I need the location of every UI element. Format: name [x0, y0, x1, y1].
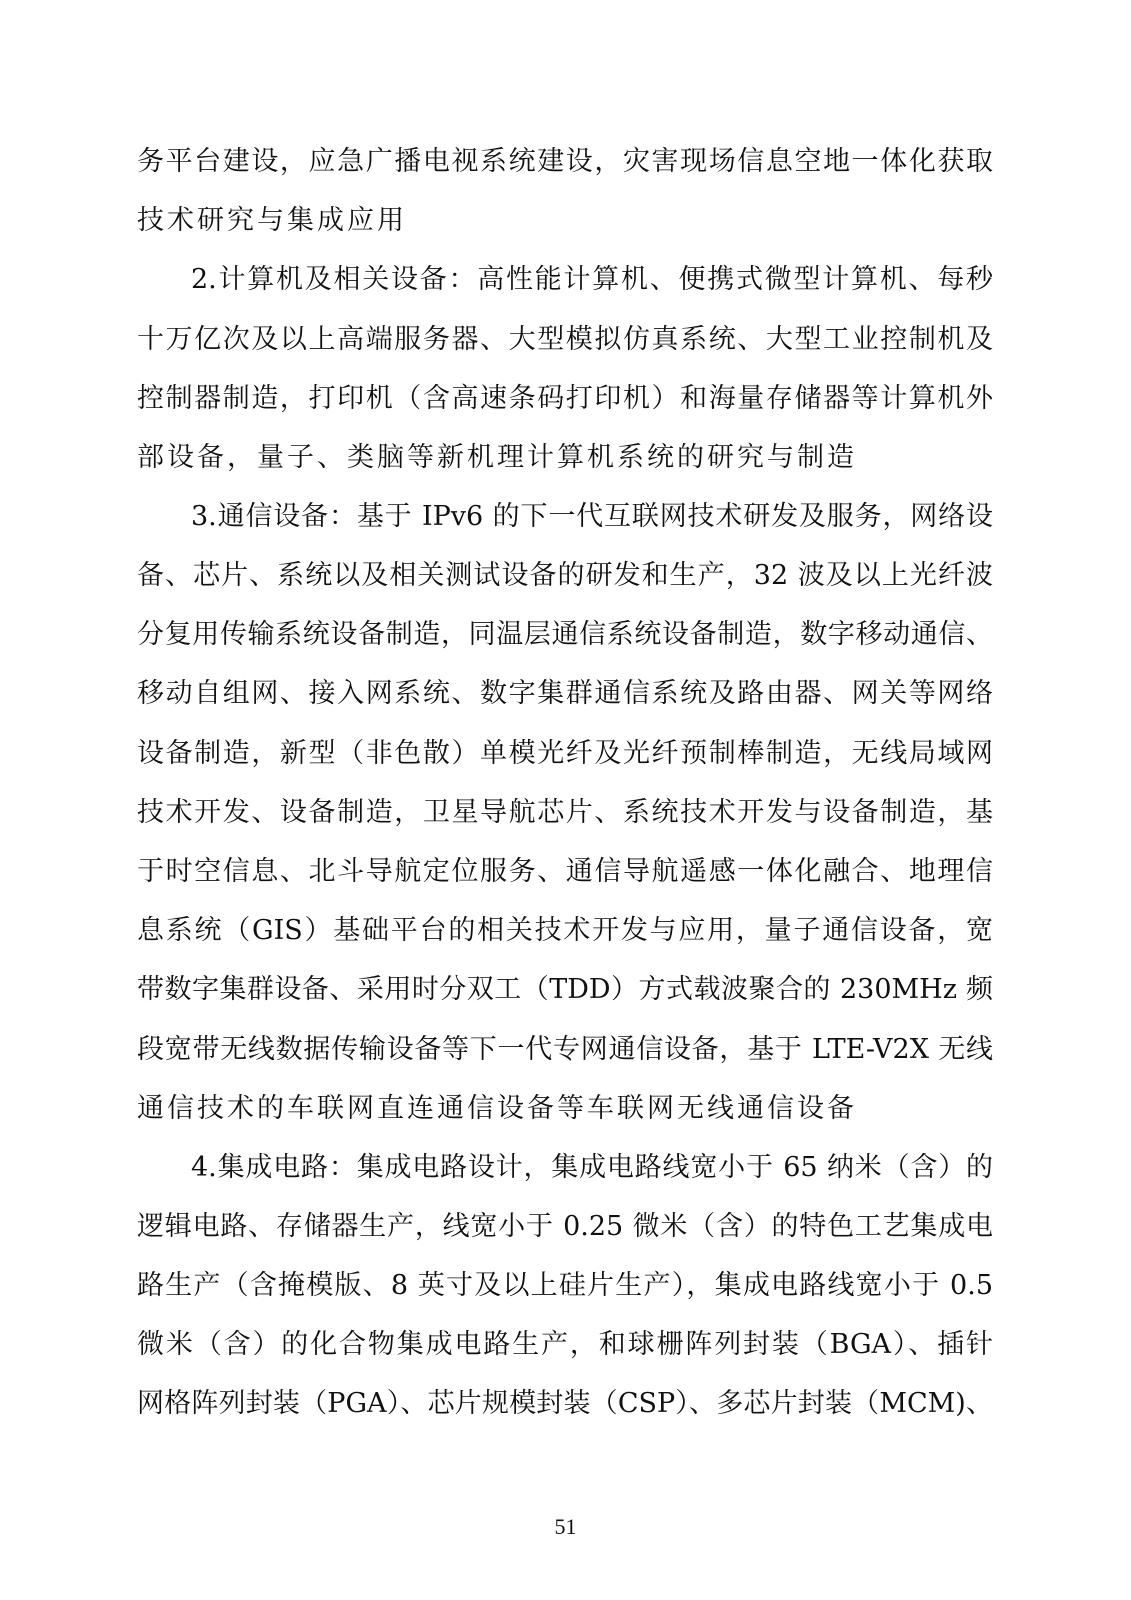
paragraph-start-line: 3.通信设备：基于 IPv6 的下一代互联网技术研发及服务，网络设	[191, 501, 993, 532]
paragraph-start-line: 2.计算机及相关设备：高性能计算机、便携式微型计算机、每秒	[191, 264, 993, 295]
paragraph-start-line: 4.集成电路：集成电路设计，集成电路线宽小于 65 纳米（含）的	[191, 1152, 993, 1183]
text-line: 控制器制造，打印机（含高速条码打印机）和海量存储器等计算机外	[137, 383, 993, 414]
text-line: 带数字集群设备、采用时分双工（TDD）方式载波聚合的 230MHz 频	[137, 974, 993, 1005]
text-line: 务平台建设，应急广播电视系统建设，灾害现场信息空地一体化获取	[137, 146, 993, 177]
text-line: 于时空信息、北斗导航定位服务、通信导航遥感一体化融合、地理信	[137, 856, 993, 887]
text-line: 十万亿次及以上高端服务器、大型模拟仿真系统、大型工业控制机及	[137, 324, 993, 355]
text-line: 分复用传输系统设备制造，同温层通信系统设备制造，数字移动通信、	[137, 619, 993, 650]
page-number: 51	[554, 1514, 577, 1539]
text-line: 移动自组网、接入网系统、数字集群通信系统及路由器、网关等网络	[137, 678, 993, 709]
text-line: 通信技术的车联网直连通信设备等车联网无线通信设备	[137, 1093, 857, 1124]
text-line: 息系统（GIS）基础平台的相关技术开发与应用，量子通信设备，宽	[137, 915, 993, 946]
text-line: 部设备，量子、类脑等新机理计算机系统的研究与制造	[137, 442, 857, 473]
text-line: 技术研究与集成应用	[137, 205, 407, 236]
text-line: 段宽带无线数据传输设备等下一代专网通信设备，基于 LTE-V2X 无线	[137, 1034, 993, 1065]
text-line: 网格阵列封装（PGA）、芯片规模封装（CSP）、多芯片封装（MCM)、	[137, 1388, 993, 1419]
text-line: 技术开发、设备制造，卫星导航芯片、系统技术开发与设备制造，基	[137, 797, 993, 828]
text-line: 设备制造，新型（非色散）单模光纤及光纤预制棒制造，无线局域网	[137, 738, 993, 769]
text-line: 备、芯片、系统以及相关测试设备的研发和生产，32 波及以上光纤波	[137, 560, 993, 591]
text-line: 微米（含）的化合物集成电路生产，和球栅阵列封装（BGA）、插针	[137, 1329, 993, 1360]
text-line: 路生产（含掩模版、8 英寸及以上硅片生产），集成电路线宽小于 0.5	[137, 1270, 993, 1301]
text-line: 逻辑电路、存储器生产，线宽小于 0.25 微米（含）的特色工艺集成电	[137, 1211, 993, 1242]
